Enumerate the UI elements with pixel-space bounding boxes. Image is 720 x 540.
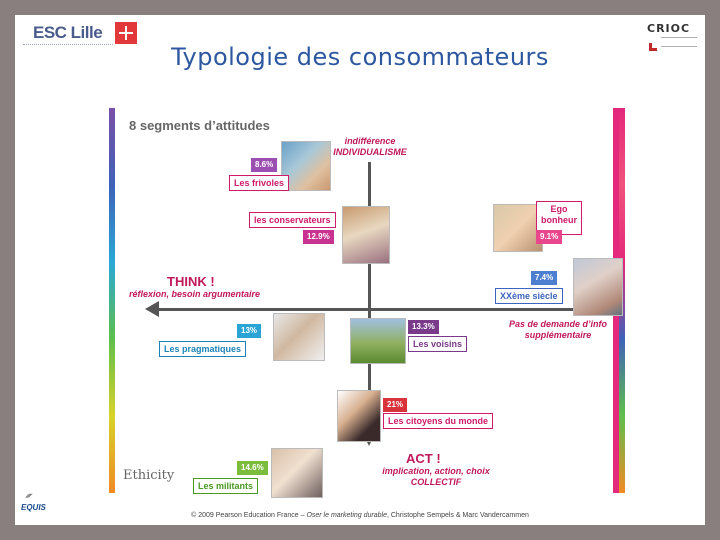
footer-book-title: Oser le marketing durable [306, 512, 387, 519]
militants-photo [271, 448, 323, 498]
pragmatiques-label: Les pragmatiques [159, 341, 246, 357]
bottom-label-2: COLLECTIF [410, 477, 462, 487]
pragmatiques-photo [273, 313, 325, 361]
bottom-label-1: implication, action, choix [382, 466, 490, 476]
footer-credit [15, 512, 705, 519]
left-arrow-icon [145, 301, 159, 317]
right-label-1: Pas de demande d’info [508, 319, 608, 329]
diagram-heading: 8 segments d’attitudes [129, 118, 270, 133]
plus-icon [115, 22, 137, 44]
ego-label-1: Ego [550, 204, 568, 214]
conservateurs-label: les conservateurs [249, 212, 336, 228]
frivoles-percent: 8.6% [251, 158, 277, 172]
ethicity-watermark: Ethicity [123, 468, 175, 483]
right-axis-label [495, 319, 621, 341]
top-axis-label [325, 136, 415, 158]
conservateurs-photo [342, 206, 390, 264]
footer-prefix: © 2009 Pearson Education France – [191, 512, 307, 519]
think-label: réflexion, besoin argumentaire [129, 289, 261, 299]
footer-suffix: , Christophe Sempels & Marc Vandercammen [386, 512, 529, 519]
equis-logo-text: EQUIS [21, 503, 46, 512]
pragmatiques-percent: 13% [237, 324, 261, 338]
ego-label-2: bonheur [541, 215, 577, 225]
slide [15, 15, 705, 525]
voisins-percent: 13.3% [408, 320, 439, 334]
voisins-photo [350, 318, 406, 364]
voisins-label: Les voisins [408, 336, 467, 352]
conservateurs-percent: 12.9% [303, 230, 334, 244]
ego-percent: 9.1% [536, 230, 562, 244]
xxeme-photo [573, 258, 623, 316]
bottom-axis-label [371, 466, 501, 488]
citoyens-percent: 21% [383, 398, 407, 412]
crioc-logo-text: CRIOC [647, 22, 691, 35]
citoyens-photo [337, 390, 381, 442]
segments-diagram [109, 108, 619, 493]
horizontal-axis [155, 308, 615, 311]
xxeme-label: XXème siècle [495, 288, 563, 304]
citoyens-label: Les citoyens du monde [383, 413, 493, 429]
slide-title: Typologie des consommateurs [171, 43, 549, 71]
think-caption: THINK ! [167, 274, 215, 289]
top-label: indifférence [344, 136, 396, 146]
right-label-2: supplémentaire [524, 330, 592, 340]
frivoles-label: Les frivoles [229, 175, 289, 191]
militants-label: Les militants [193, 478, 258, 494]
xxeme-percent: 7.4% [531, 271, 557, 285]
militants-percent: 14.6% [237, 461, 268, 475]
equis-logo-icon: ◢◤ [25, 493, 33, 499]
top-caption: INDIVIDUALISME [333, 147, 407, 157]
act-caption: ACT ! [406, 451, 441, 466]
esc-lille-logo-text: ESC Lille [33, 23, 103, 42]
